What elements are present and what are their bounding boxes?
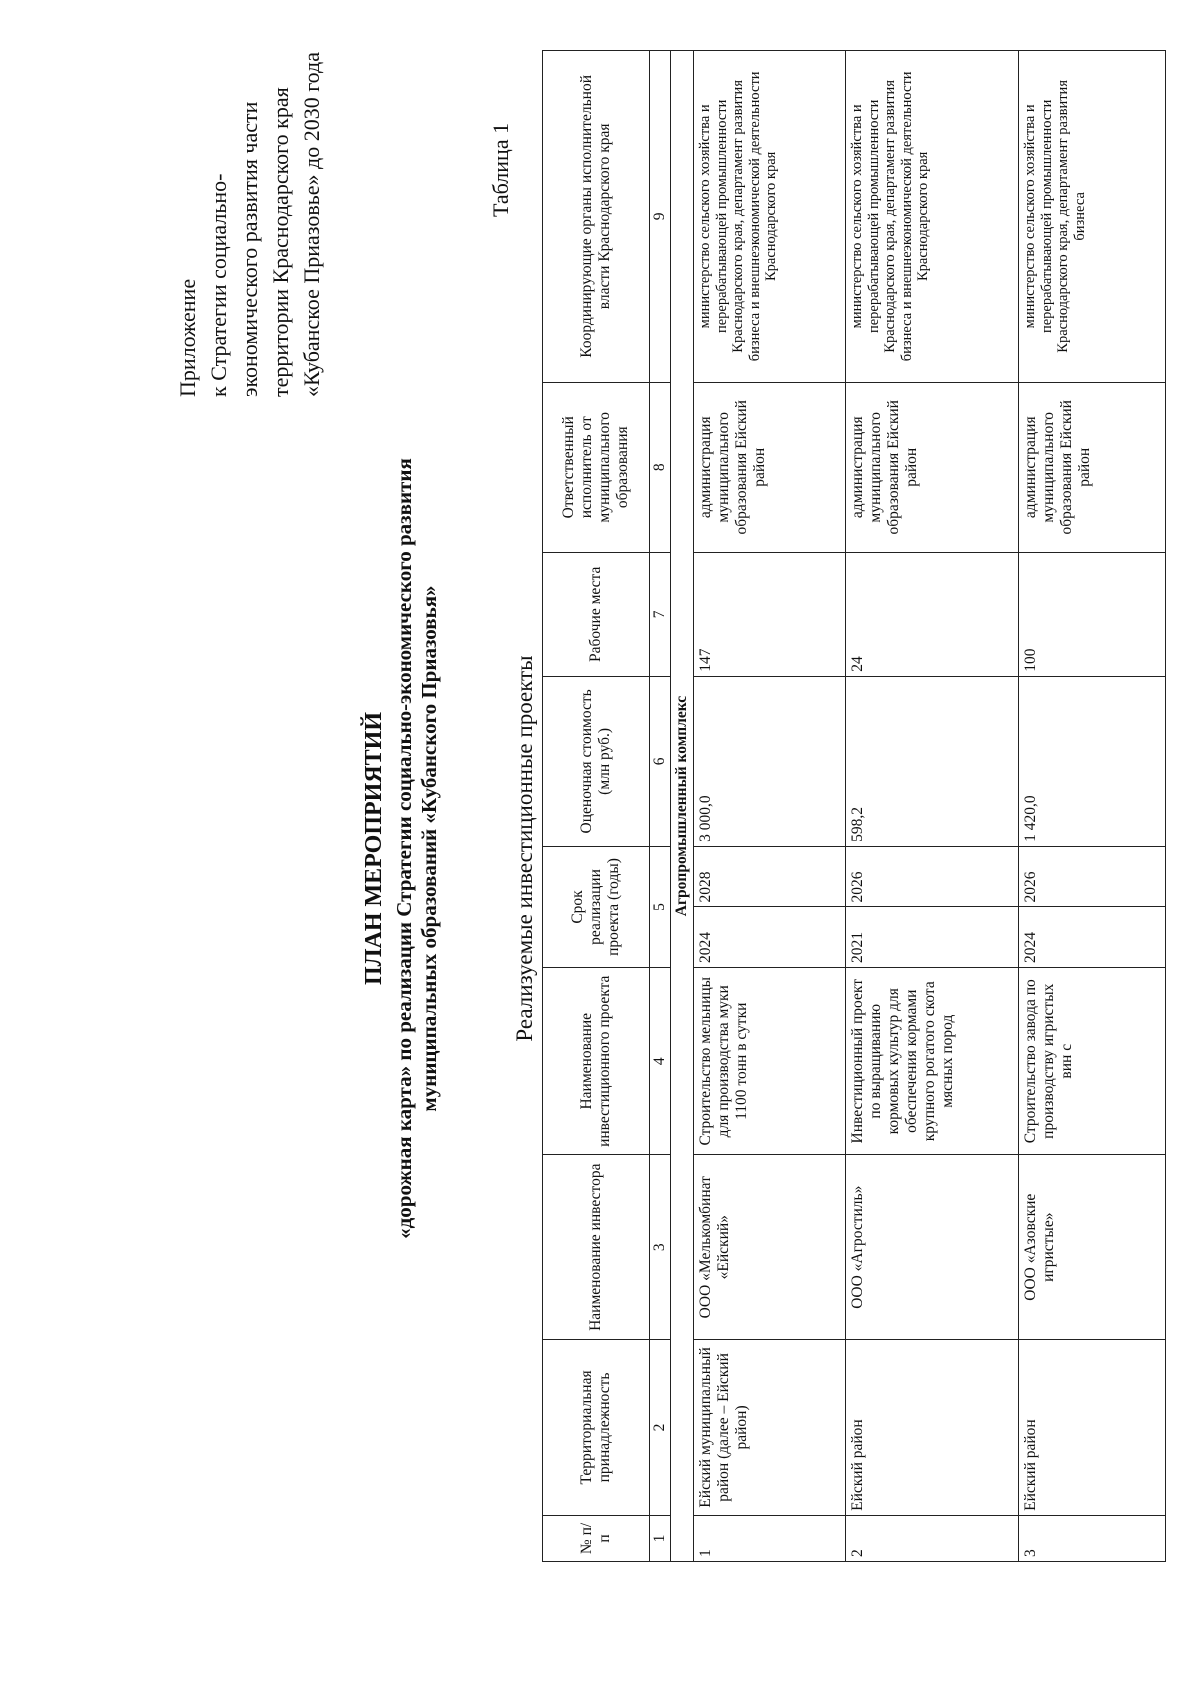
row-cost: 1 420,0 [1019, 676, 1166, 846]
investment-projects-table [542, 50, 1166, 1562]
row-territory: Ейский муниципальный район (далее – Ейский район) [694, 1339, 846, 1515]
row-start-year: 2021 [846, 907, 1019, 968]
column-number: 2 [650, 1339, 671, 1515]
column-number: 7 [650, 552, 671, 676]
table-row [846, 51, 1019, 1562]
column-number: 4 [650, 968, 671, 1155]
header-jobs: Рабочие места [543, 552, 650, 676]
category-row [671, 51, 694, 1562]
document-title: ПЛАН МЕРОПРИЯТИЙ [361, 711, 387, 986]
column-number: 3 [650, 1155, 671, 1340]
header-coordinator: Координирующие органы исполнительной власти Краснодарского края [543, 51, 650, 383]
header-project: Наименование инвестиционного проекта [543, 968, 650, 1155]
appendix-block [172, 52, 327, 397]
header-executor: Ответственный исполнитель от муниципального образования [543, 382, 650, 552]
appendix-line: территории Краснодарского края [268, 87, 293, 397]
row-cost: 3 000,0 [694, 676, 846, 846]
table-row [694, 51, 846, 1562]
row-end-year: 2026 [1019, 846, 1166, 907]
row-coordinator: министерство сельского хозяйства и перерабатывающей промышленности Краснодарского края, департамент развития бизнеса и внешнеэкономической деятельности Краснодарского края [694, 51, 846, 383]
table-header-row [543, 51, 650, 1562]
row-num: 2 [846, 1515, 1019, 1561]
row-coordinator: министерство сельского хозяйства и перерабатывающей промышленности Краснодарского края, департамент развития бизнеса [1019, 51, 1166, 383]
subtitle-line-1: «дорожная карта» по реализации Стратегии социально-экономического развития [392, 458, 416, 1239]
appendix-line: Приложение [175, 278, 200, 397]
table-label: Таблица 1 [488, 122, 513, 217]
row-end-year: 2028 [694, 846, 846, 907]
row-executor: администрация муниципального образования Ейский район [1019, 382, 1166, 552]
document-subtitle [392, 0, 442, 1697]
header-term: Срок реализации проекта (годы) [543, 846, 650, 967]
appendix-line: экономического развития части [237, 101, 262, 397]
header-investor: Наименование инвестора [543, 1155, 650, 1340]
column-number: 1 [650, 1515, 671, 1561]
row-jobs: 147 [694, 552, 846, 676]
row-start-year: 2024 [694, 907, 846, 968]
row-investor: ООО «Агростиль» [846, 1155, 1019, 1340]
header-num: № п/п [543, 1515, 650, 1561]
row-executor: администрация муниципального образования Ейский район [694, 382, 846, 552]
row-num: 3 [1019, 1515, 1166, 1561]
column-number: 9 [650, 51, 671, 383]
row-territory: Ейский район [1019, 1339, 1166, 1515]
row-investor: ООО «Азовские игристые» [1019, 1155, 1166, 1340]
section-title: Реализуемые инвестиционные проекты [512, 655, 537, 1042]
row-investor: ООО «Мелькомбинат «Ейский» [694, 1155, 846, 1340]
row-start-year: 2024 [1019, 907, 1166, 968]
header-territory: Территориальная принадлежность [543, 1339, 650, 1515]
appendix-line: к Стратегии социально- [206, 173, 231, 397]
subtitle-line-2: муниципальных образований «Кубанского Приазовья» [417, 585, 441, 1112]
row-executor: администрация муниципального образования Ейский район [846, 382, 1019, 552]
row-jobs: 100 [1019, 552, 1166, 676]
row-cost: 598,2 [846, 676, 1019, 846]
column-number: 6 [650, 676, 671, 846]
header-cost: Оценочная стоимость (млн руб.) [543, 676, 650, 846]
row-project: Инвестиционный проект по выращиванию кормовых культур для обеспечения кормами крупного рогатого скота мясных пород [846, 968, 1019, 1155]
row-jobs: 24 [846, 552, 1019, 676]
row-coordinator: министерство сельского хозяйства и перерабатывающей промышленности Краснодарского края, департамент развития бизнеса и внешнеэкономической деятельности Краснодарского края [846, 51, 1019, 383]
row-num: 1 [694, 1515, 846, 1561]
column-number: 8 [650, 382, 671, 552]
table-row [1019, 51, 1166, 1562]
row-territory: Ейский район [846, 1339, 1019, 1515]
column-number-row [650, 51, 671, 1562]
category-label: Агропромышленный комплекс [671, 51, 694, 1562]
row-project: Строительство завода по производству игристых вин с [1019, 968, 1166, 1155]
column-number: 5 [650, 846, 671, 967]
row-end-year: 2026 [846, 846, 1019, 907]
appendix-line: «Кубанское Приазовье» до 2030 года [299, 52, 324, 397]
row-project: Строительство мельницы для производства муки 1100 тонн в сутки [694, 968, 846, 1155]
